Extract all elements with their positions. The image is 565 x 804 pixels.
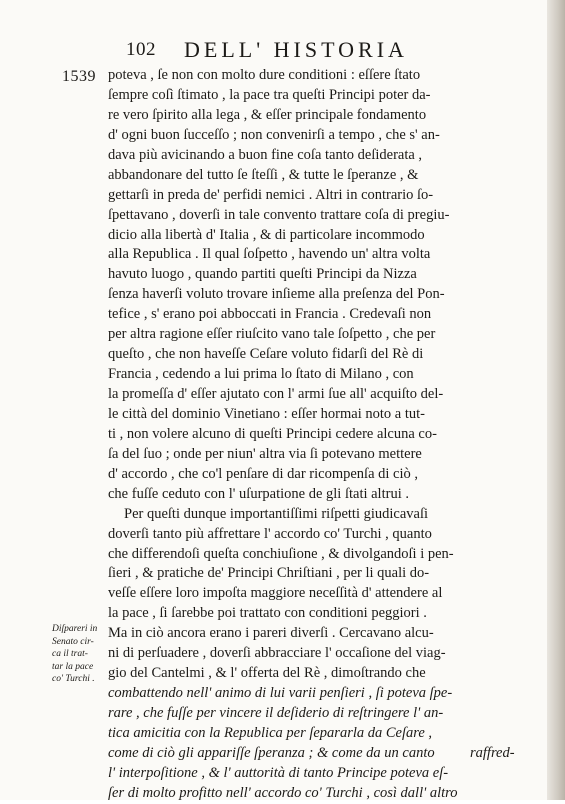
text-line: tefice , s' erano poi abboccati in Francia . Credevaſi non	[108, 306, 432, 323]
margin-year: 1539	[62, 68, 96, 85]
text-line: che differendoſi queſta conchiuſione , & divolgandoſi i pen-	[108, 545, 454, 562]
margin-note-line: ca il trat-	[52, 649, 88, 659]
text-line: ſenza haverſi voluto trovare inſieme alla preſenza del Pon-	[108, 286, 445, 303]
text-line: Francia , cedendo a lui prima lo ſtato di Milano , con	[108, 366, 414, 383]
text-line: Ma in ciò ancora erano i pareri diverſi . Cercavano alcu-	[108, 625, 434, 642]
margin-note-line: tar la pace	[52, 661, 94, 672]
text-line: le città del dominio Vinetiano : eſſer hormai noto a tut-	[108, 405, 425, 422]
margin-note-line: Diſpareri in	[52, 624, 98, 634]
text-line: poteva , ſe non con molto dure conditioni : eſſere ſtato	[108, 67, 421, 83]
text-line: ſempre coſì ſtimato , la pace tra queſti Principi poter da-	[108, 86, 431, 103]
margin-note	[52, 623, 112, 686]
text-line: havuto luogo , quando partiti queſti Principi da Nizza	[108, 266, 417, 283]
text-line: la promeſſa d' eſſer ajutato con l' armi ſue all' acquiſto del-	[108, 386, 444, 402]
text-line: d' accordo , che co'l penſare di dar ricompenſa di ciò ,	[108, 465, 418, 482]
catchword: raffred-	[470, 745, 515, 761]
text-line: ſpettavano , doverſi in tale convento trattare coſa di pregiu-	[108, 206, 450, 223]
text-line: gettarſi in preda de' perfidi nemici . Altri in contrario ſo-	[108, 186, 434, 203]
text-line: ſa del ſuo ; onde per niun' altra via ſi potevano mettere	[108, 445, 422, 462]
text-line: dava più avicinando a buon fine coſa tanto deſiderata ,	[108, 146, 423, 163]
text-line: gio del Cantelmi , & l' offerta del Rè , dimoſtrando che	[108, 665, 426, 682]
text-line: alla Republica . Il qual ſoſpetto , havendo un' altra volta	[108, 246, 431, 263]
text-line: queſto , che non haveſſe Ceſare voluto fidarſi del Rè di	[108, 346, 424, 363]
text-line: abbandonare del tutto ſe ſteſſi , & tutte le ſperanze , &	[108, 166, 419, 183]
running-head	[0, 37, 547, 65]
text-line: come di ciò gli appariſſe ſperanza ; & come da un canto	[108, 744, 435, 761]
text-line: ni di perſuadere , doverſi abbracciare l' occaſione del viag-	[108, 645, 446, 662]
text-line: la pace , ſi ſarebbe poi trattato con conditioni peggiori .	[108, 605, 427, 622]
text-line: ti , non volere alcuno di queſti Principi cedere alcuna co-	[108, 425, 437, 442]
page-number: 102	[126, 39, 156, 60]
body-text	[108, 66, 542, 804]
paragraph-1	[108, 66, 542, 505]
text-line: combattendo nell' animo di lui varii penſieri , ſi poteva ſpe-	[108, 685, 453, 702]
text-line: tica amicitia con la Republica per ſepararla da Ceſare ,	[108, 724, 433, 741]
text-line: che fuſſe ceduto con l' uſurpatione de gli ſtati altrui .	[108, 485, 409, 502]
margin-note-line: Senato cir-	[52, 636, 94, 647]
text-line: re vero ſpirito alla lega , & eſſer principale fondamento	[108, 106, 427, 123]
text-line: dicio alla libertà d' Italia , & di particolare incommodo	[108, 226, 425, 243]
margin-note-line: co' Turchi .	[52, 674, 95, 684]
text-line: doverſi tanto più affrettare l' accordo co' Turchi , quanto	[108, 525, 432, 542]
text-line: l' interpoſitione , & l' auttorità di tanto Principe poteva eſ-	[108, 764, 449, 781]
text-line: ſieri , & pratiche de' Principi Chriſtiani , per li quali do-	[108, 565, 430, 582]
text-line: Per queſti dunque importantiſſimi riſpetti giudicavaſi	[124, 505, 429, 522]
text-line: ſer di molto profitto nell' accordo co' Turchi , così dall' altro	[108, 784, 458, 801]
running-title: DELL' HISTORIA	[184, 37, 408, 62]
text-line: d' ogni buon ſucceſſo ; non convenirſi a tempo , che s' an-	[108, 126, 440, 143]
page-edge-shadow	[547, 0, 565, 800]
text-line: per altra ragione eſſer riuſcito vano tale ſoſpetto , che per	[108, 326, 436, 343]
text-line: veſſe eſſere loro impoſta maggiore neceſſità d' attendere al	[108, 585, 443, 602]
text-line: rare , che fuſſe per vincere il deſiderio di reſtringere l' an-	[108, 705, 444, 721]
